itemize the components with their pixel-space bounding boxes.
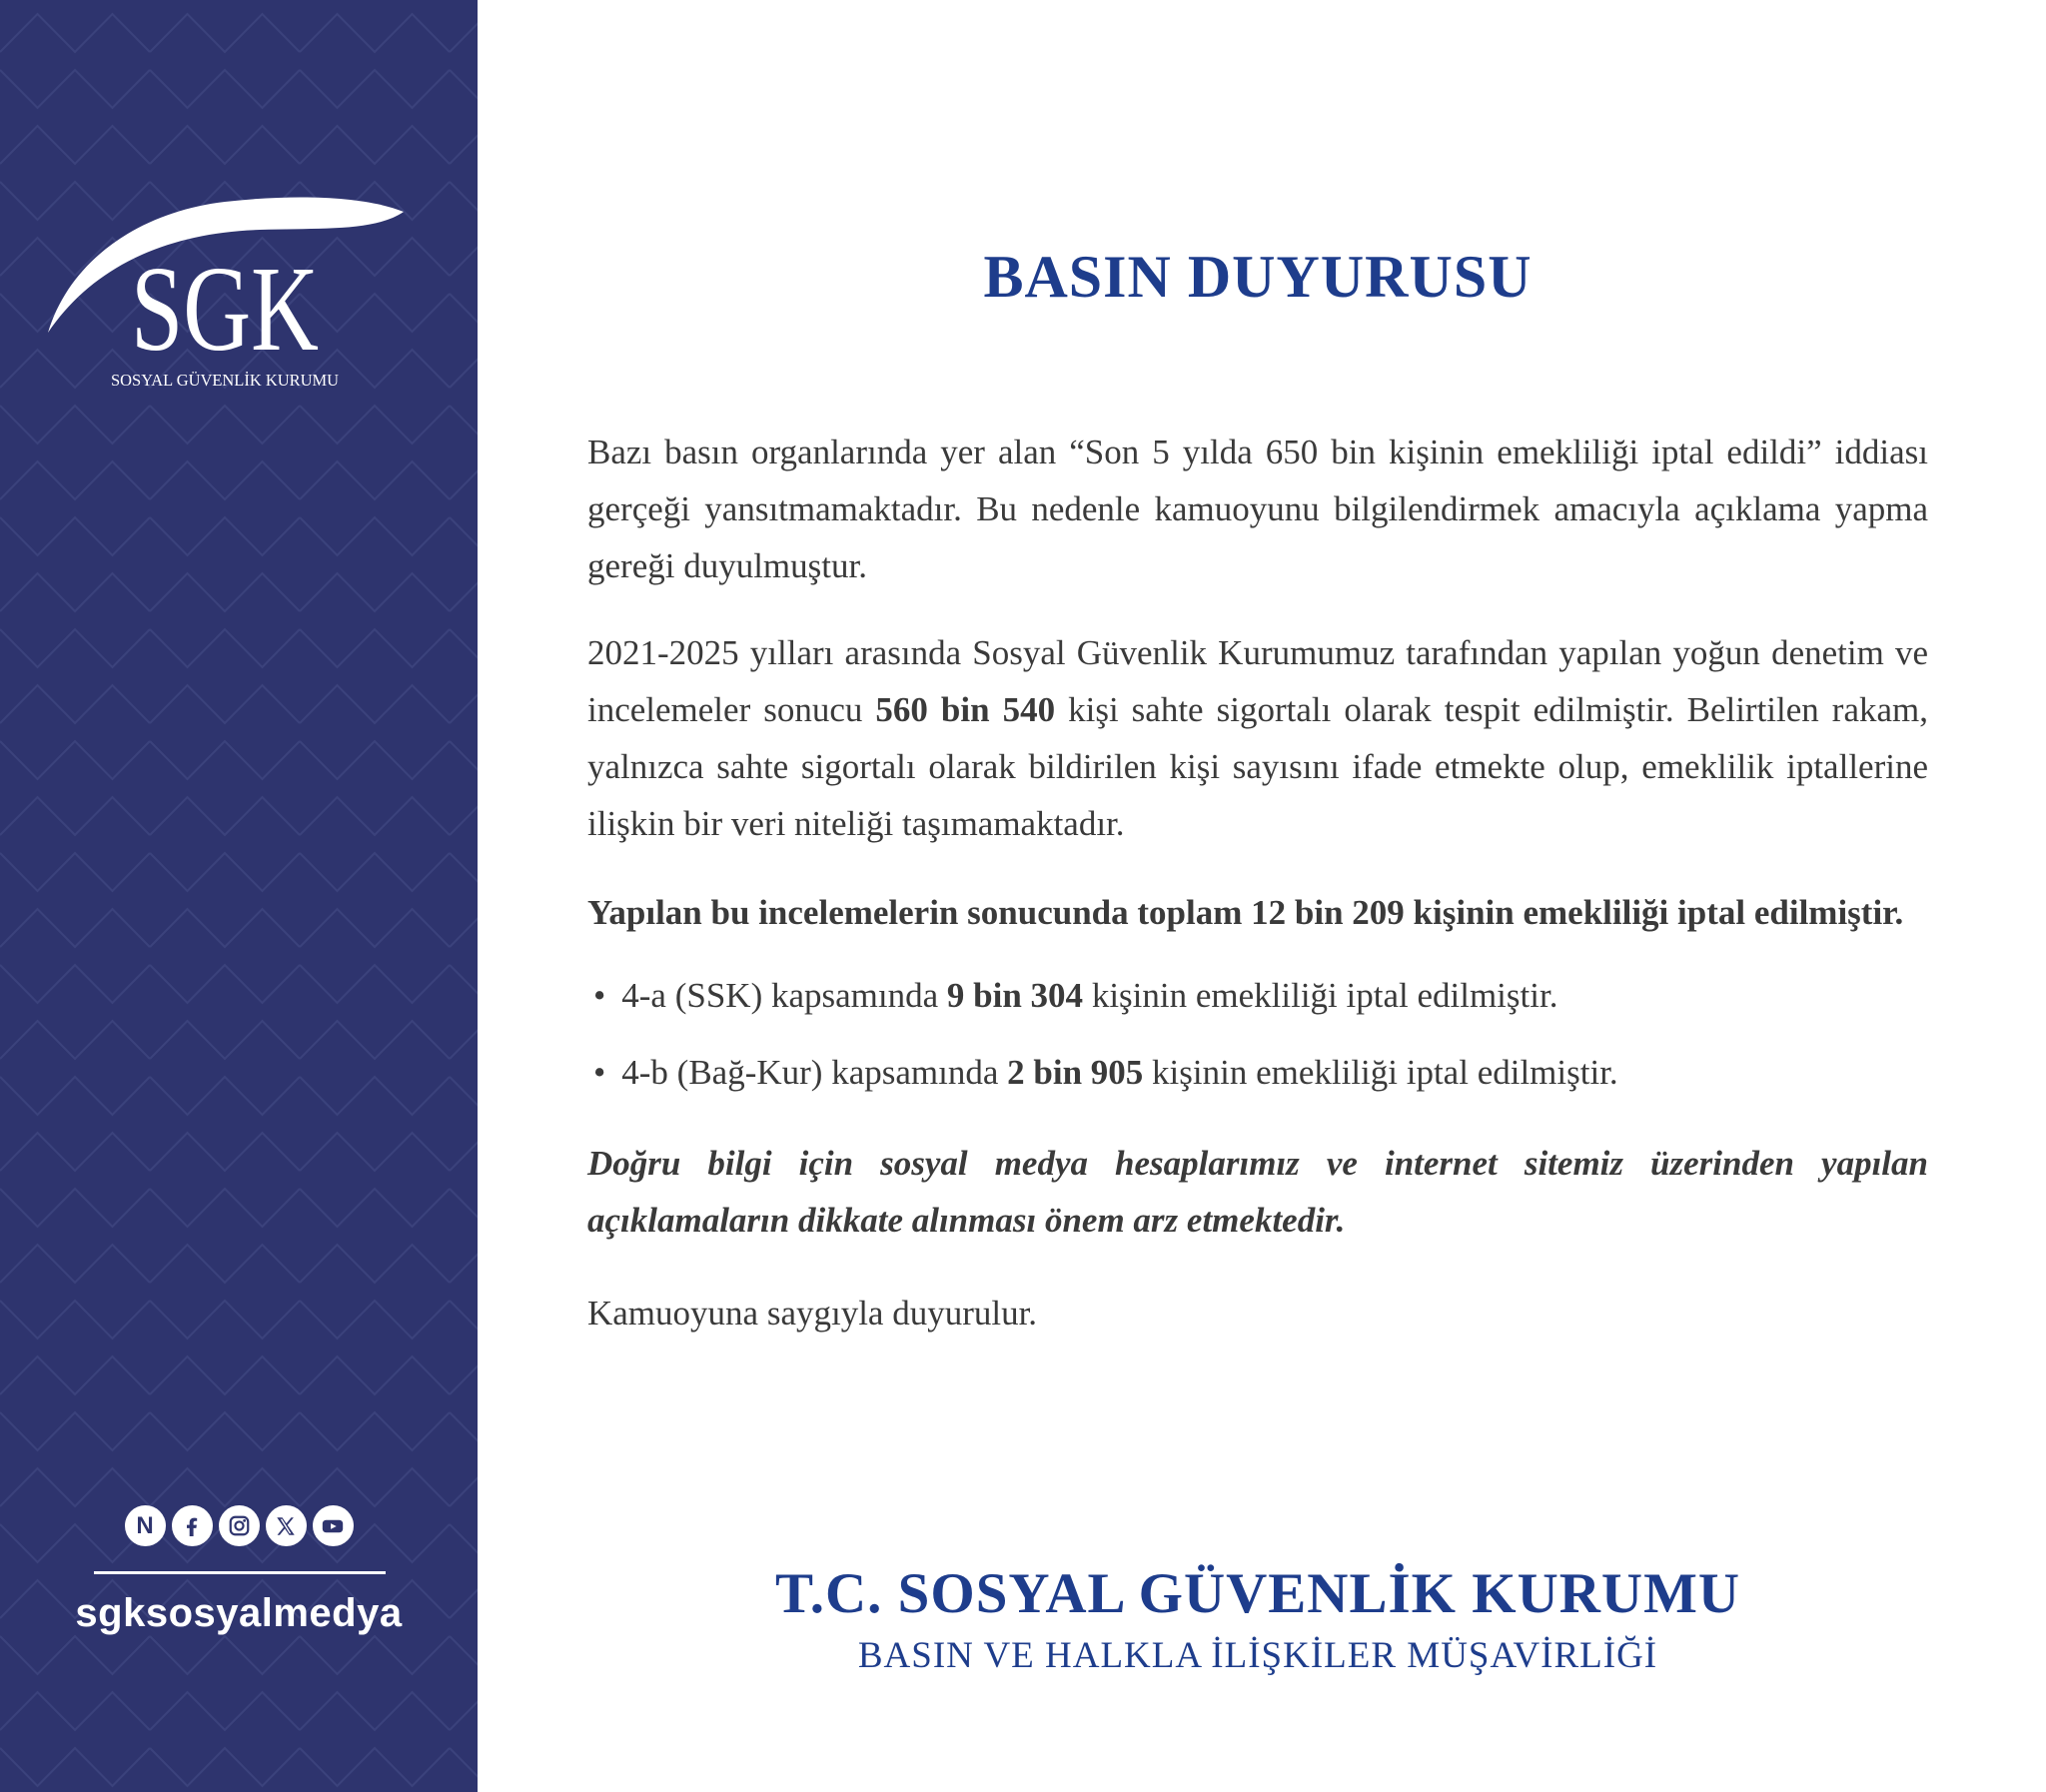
youtube-icon bbox=[313, 1505, 354, 1546]
press-release-content bbox=[478, 0, 2046, 1792]
body-text bbox=[587, 424, 1928, 1342]
cancellation-breakdown-list bbox=[587, 967, 1928, 1101]
fake-insured-count: 560 bin 540 bbox=[875, 690, 1056, 729]
page-title: BASIN DUYURUSU bbox=[983, 244, 1533, 310]
document-footer bbox=[587, 1561, 1928, 1677]
paragraph-total-cancellations: Yapılan bu incelemelerin sonucunda toplam 12 bin 209 kişinin emekliliği iptal edilmiştir. bbox=[587, 893, 1904, 932]
bullet-icon: • bbox=[593, 976, 606, 1015]
paragraph-inspection-results: 2021-2025 yılları arasında Sosyal Güvenlik Kurumumuz tarafından yapılan yoğun denetim ve incelemeler sonucu 560 bin 540 kişi sahte sigortalı olarak tespit edilmiştir. Belirtilen rakam, yalnızca sahte sigortalı olarak bildirilen kişi sayısını ifade etmekte olup, emeklilik iptallerine ilişkin bir veri niteliği taşımamaktadır. bbox=[587, 633, 1928, 843]
x-icon bbox=[266, 1505, 307, 1546]
social-icons-row bbox=[0, 1505, 478, 1546]
instagram-icon bbox=[219, 1505, 260, 1546]
footer-department-name: BASIN VE HALKLA İLİŞKİLER MÜŞAVİRLİĞİ bbox=[857, 1635, 1658, 1676]
nsosyal-icon: N bbox=[125, 1505, 166, 1546]
sgk-logo bbox=[30, 168, 420, 413]
social-handle: sgksosyalmedya bbox=[75, 1591, 403, 1635]
paragraph-closing: Kamuoyuna saygıyla duyurulur. bbox=[587, 1294, 1038, 1333]
bullet-icon: • bbox=[593, 1053, 606, 1092]
sidebar bbox=[0, 0, 478, 1792]
ssk-count: 9 bin 304 bbox=[946, 976, 1084, 1015]
list-item-4b: • 4-b (Bağ-Kur) kapsamında 2 bin 905 kişinin emekliliği iptal edilmiştir. bbox=[587, 1044, 1928, 1101]
list-item-4a: • 4-a (SSK) kapsamında 9 bin 304 kişinin emekliliği iptal edilmiştir. bbox=[587, 967, 1928, 1024]
paragraph-claim: Bazı basın organlarında yer alan “Son 5 yılda 650 bin kişinin emekliliği iptal edildi” iddiası gerçeği yansıtmamaktadır. Bu nedenle kamuoyunu bilgilendirmek amacıyla açıklama yapma gereği duyulmuştur. bbox=[587, 433, 1928, 585]
bagkur-count: 2 bin 905 bbox=[1007, 1053, 1144, 1092]
sidebar-divider bbox=[94, 1571, 386, 1574]
logo-acronym: SGK bbox=[131, 242, 319, 377]
logo-org-name: SOSYAL GÜVENLİK KURUMU bbox=[111, 371, 339, 390]
facebook-icon bbox=[172, 1505, 213, 1546]
footer-institution-name: T.C. SOSYAL GÜVENLİK KURUMU bbox=[774, 1562, 1741, 1625]
paragraph-advice: Doğru bilgi için sosyal medya hesaplarımız ve internet sitemiz üzerinden yapılan açıklamaların dikkate alınması önem arz etmektedir. bbox=[587, 1144, 1928, 1240]
